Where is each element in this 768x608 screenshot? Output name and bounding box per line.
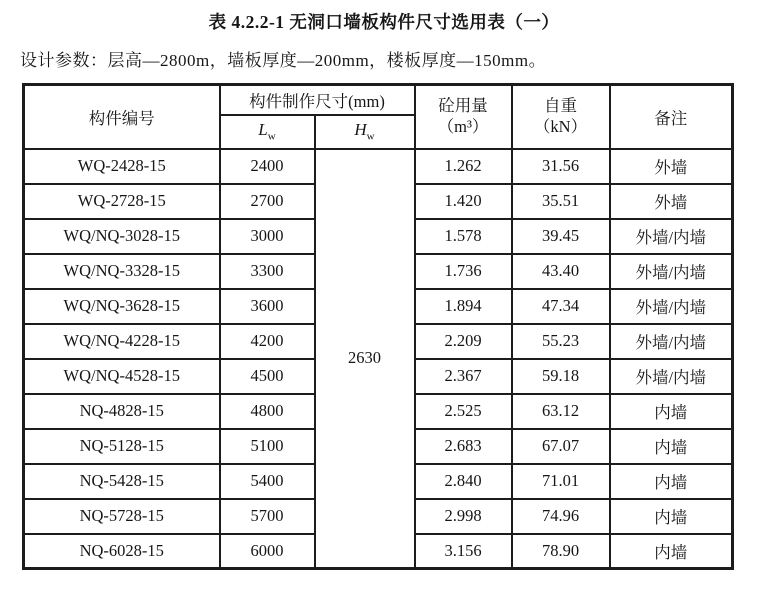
cell-weight: 31.56	[512, 149, 610, 184]
cell-lw: 5400	[220, 464, 315, 499]
cell-concrete: 1.262	[415, 149, 512, 184]
cell-weight: 47.34	[512, 289, 610, 324]
cell-concrete: 2.840	[415, 464, 512, 499]
cell-weight: 43.40	[512, 254, 610, 289]
col-header-component-code: 构件编号	[24, 85, 220, 149]
cell-concrete: 2.683	[415, 429, 512, 464]
cell-lw: 2700	[220, 184, 315, 219]
cell-weight: 55.23	[512, 324, 610, 359]
cell-remark: 内墙	[610, 429, 733, 464]
cell-concrete: 2.525	[415, 394, 512, 429]
cell-code: WQ/NQ-4228-15	[24, 324, 220, 359]
cell-remark: 外墙/内墙	[610, 219, 733, 254]
col-header-hw: $H_w$	[315, 115, 415, 149]
cell-remark: 外墙/内墙	[610, 254, 733, 289]
cell-remark: 内墙	[610, 464, 733, 499]
cell-lw: 4200	[220, 324, 315, 359]
col-header-self-weight	[512, 85, 610, 149]
col-header-concrete-volume	[415, 85, 512, 149]
cell-remark: 外墙/内墙	[610, 324, 733, 359]
cell-weight: 74.96	[512, 499, 610, 534]
cell-weight: 39.45	[512, 219, 610, 254]
cell-code: WQ/NQ-4528-15	[24, 359, 220, 394]
cell-concrete: 3.156	[415, 534, 512, 569]
cell-remark: 内墙	[610, 394, 733, 429]
cell-weight: 63.12	[512, 394, 610, 429]
cell-concrete: 1.578	[415, 219, 512, 254]
concrete-volume-label: 砼用量	[438, 96, 488, 116]
self-weight-unit: （kN）	[533, 116, 588, 136]
header-row-top	[24, 85, 733, 115]
cell-concrete: 1.894	[415, 289, 512, 324]
concrete-volume-unit: （m³）	[437, 116, 489, 136]
cell-code: NQ-5728-15	[24, 499, 220, 534]
cell-lw: 2400	[220, 149, 315, 184]
cell-lw: 4500	[220, 359, 315, 394]
cell-weight: 71.01	[512, 464, 610, 499]
cell-code: NQ-5428-15	[24, 464, 220, 499]
cell-remark: 内墙	[610, 499, 733, 534]
cell-lw: 4800	[220, 394, 315, 429]
cell-concrete: 2.209	[415, 324, 512, 359]
cell-lw: 6000	[220, 534, 315, 569]
cell-weight: 67.07	[512, 429, 610, 464]
cell-concrete: 2.367	[415, 359, 512, 394]
cell-code: WQ-2428-15	[24, 149, 220, 184]
self-weight-label: 自重	[544, 96, 578, 116]
cell-lw: 3000	[220, 219, 315, 254]
cell-remark: 外墙	[610, 149, 733, 184]
cell-code: WQ-2728-15	[24, 184, 220, 219]
cell-lw: 5700	[220, 499, 315, 534]
cell-lw: 3300	[220, 254, 315, 289]
cell-code: WQ/NQ-3328-15	[24, 254, 220, 289]
table-row	[24, 149, 733, 184]
cell-remark: 内墙	[610, 534, 733, 569]
col-header-lw: $L_w$	[220, 115, 315, 149]
cell-remark: 外墙	[610, 184, 733, 219]
design-parameters-line: 设计参数：层高—2800m，墙板厚度—200mm，楼板厚度—150mm。	[20, 51, 547, 70]
cell-lw: 5100	[220, 429, 315, 464]
cell-concrete: 2.998	[415, 499, 512, 534]
cell-remark: 外墙/内墙	[610, 359, 733, 394]
cell-hw-merged: 2630	[315, 149, 415, 569]
cell-code: WQ/NQ-3628-15	[24, 289, 220, 324]
cell-weight: 78.90	[512, 534, 610, 569]
col-header-remarks: 备注	[610, 85, 733, 149]
page-title: 表 4.2.2-1 无洞口墙板构件尺寸选用表（一）	[208, 12, 560, 32]
cell-code: NQ-6028-15	[24, 534, 220, 569]
cell-concrete: 1.736	[415, 254, 512, 289]
cell-weight: 59.18	[512, 359, 610, 394]
cell-remark: 外墙/内墙	[610, 289, 733, 324]
cell-concrete: 1.420	[415, 184, 512, 219]
cell-weight: 35.51	[512, 184, 610, 219]
cell-code: NQ-5128-15	[24, 429, 220, 464]
cell-code: NQ-4828-15	[24, 394, 220, 429]
col-header-fabrication-size: 构件制作尺寸(mm)	[220, 85, 415, 115]
cell-code: WQ/NQ-3028-15	[24, 219, 220, 254]
wall-panel-size-table	[22, 83, 734, 570]
cell-lw: 3600	[220, 289, 315, 324]
